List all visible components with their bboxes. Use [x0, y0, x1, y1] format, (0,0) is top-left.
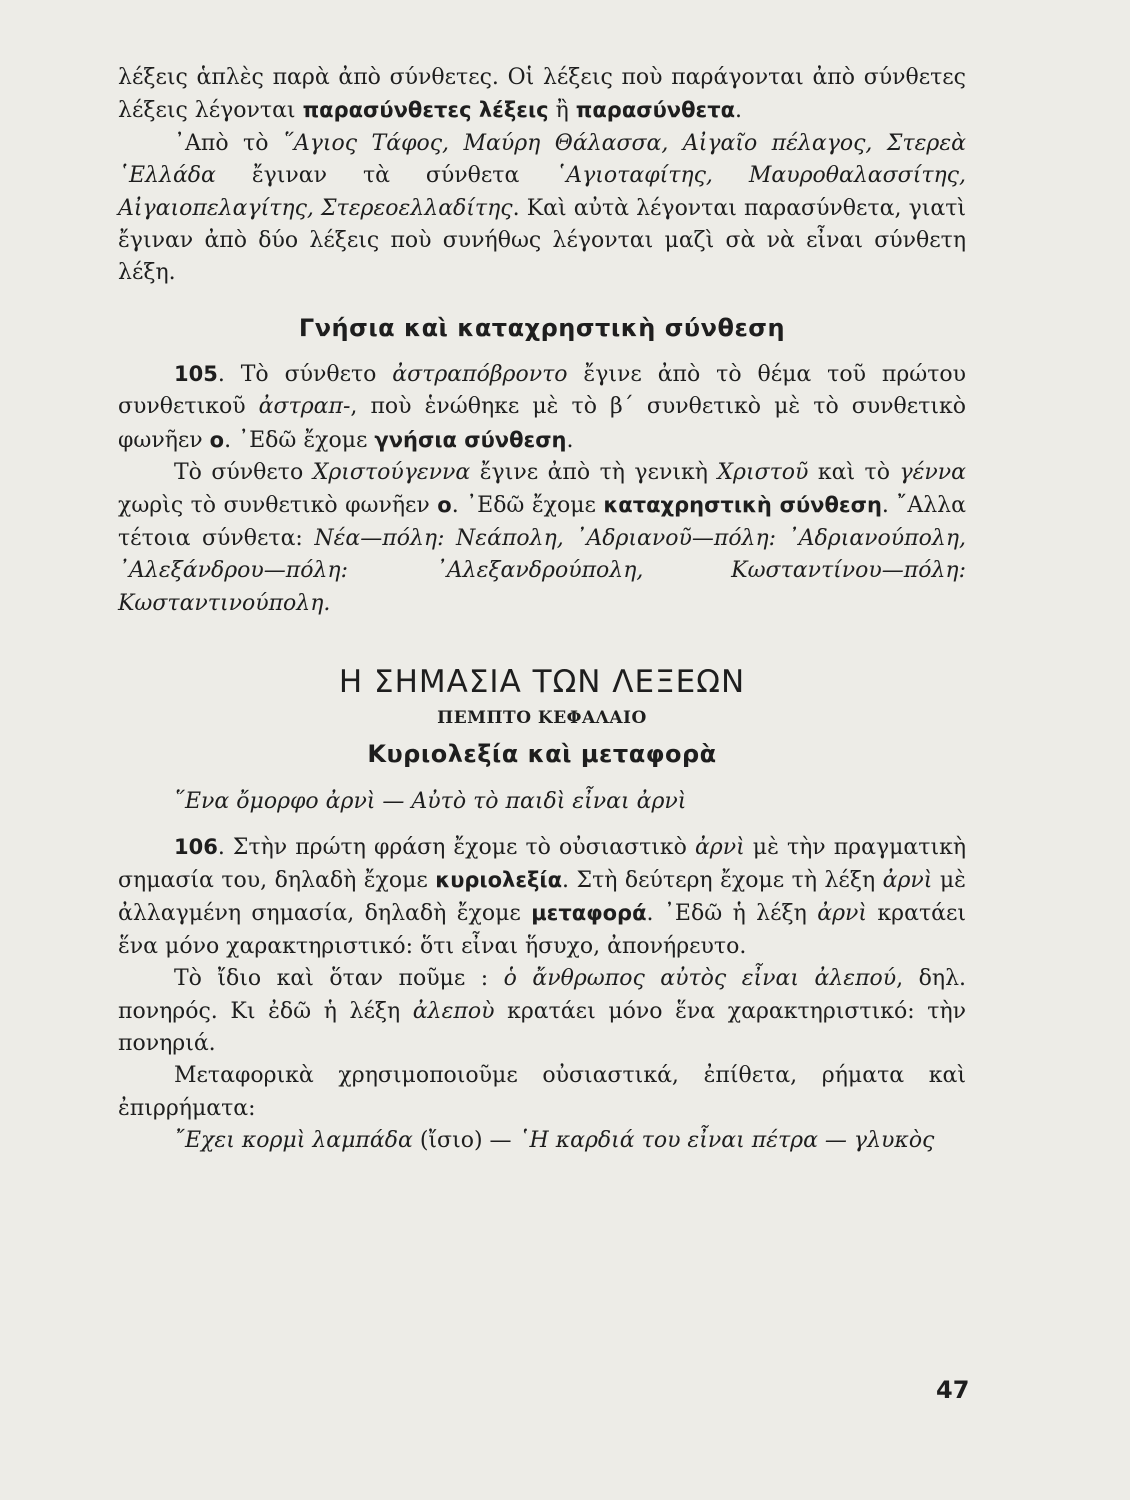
chapter-subtitle: ΠΕΜΠΤΟ ΚΕΦΑΛΑΙΟ — [437, 708, 647, 729]
paragraph-parasyntheta-examples: ᾿Απὸ τὸ ῞Αγιος Τάφος, Μαύρη Θάλασσα, Αἰγαῖο πέλαγος, Στερεὰ ῾Ελλάδα ἔγιναν τὰ σύνθετα ῾Αγιοταφίτης, Μαυροθαλασσίτης, Αἰγαιοπελαγίτης, Στερεοελλαδίτης. Καὶ αὐτὰ λέγονται παρασύνθετα, γιατὶ ἔγιναν ἀπὸ δύο λέξεις ποὺ συνήθως λέγονται μαζὶ σὰ νὰ εἶναι σύνθετη λέξη. — [118, 130, 967, 286]
section-heading-literal-metaphor: Κυριολεξία καὶ μεταφορὰ — [367, 740, 717, 769]
paragraph-105: 105. Τὸ σύνθετο ἀστραπόβροντο ἔγινε ἀπὸ τὸ θέμα τοῦ πρώτου συνθετικοῦ ἀστραπ-, ποὺ ἑνώθηκε μὲ τὸ β΄ συνθετικὸ μὲ τὸ συνθετικὸ φωνῆεν ο. ᾿Εδῶ ἔχομε γνήσια σύνθεση. — [118, 361, 966, 453]
paragraph-number: 106 — [174, 834, 218, 859]
paragraph-106-fox: Τὸ ἴδιο καὶ ὅταν ποῦμε : ὁ ἄνθρωπος αὐτὸς εἶναι ἀλεπού, δηλ. πονηρός. Κι ἐδῶ ἡ λέξη ἀλεποὺ κρατάει μόνο ἕνα χαρακτηριστικό: τὴν πονηριά. — [118, 966, 967, 1056]
example-line-candle: ῎Εχει κορμὶ λαμπάδα (ἴσιο) — ῾Η καρδιά του εἶναι πέτρα — γλυκὸς — [174, 1128, 935, 1154]
paragraph-106: 106. Στὴν πρώτη φράση ἔχομε τὸ οὐσιαστικὸ ἀρνὶ μὲ τὴν πραγματικὴ σημασία του, δηλαδὴ ἔχομε κυριολεξία. Στὴ δεύτερη ἔχομε τὴ λέξη ἀρνὶ μὲ ἀλλαγμένη σημασία, δηλαδὴ ἔχομε μεταφορά. ᾿Εδῶ ἡ λέξη ἀρνὶ κρατάει ἕνα μόνο χαρακτηριστικό: ὅτι εἶναι ἥσυχο, ἀπονήρευτο. — [118, 834, 967, 959]
paragraph-number: 105 — [174, 361, 218, 386]
paragraph-compounds-intro: λέξεις ἁπλὲς παρὰ ἀπὸ σύνθετες. Οἱ λέξεις ποὺ παράγονται ἀπὸ σύνθετες λέξεις λέγονται παρασύνθετες λέξεις ἢ παρασύνθετα. — [118, 65, 966, 124]
page-number: 47 — [936, 1376, 970, 1404]
chapter-title: Η ΣΗΜΑΣΙΑ ΤΩΝ ΛΕΞΕΩΝ — [338, 664, 746, 701]
example-line-lamb: ῞Ενα ὄμορφο ἀρνὶ — Αὐτὸ τὸ παιδὶ εἶναι ἀρνὶ — [174, 789, 687, 815]
paragraph-106-metaphorical-use: Μεταφορικὰ χρησιμοποιοῦμε οὐσιαστικά, ἐπίθετα, ρήματα καὶ ἐπιρρήματα: — [118, 1063, 966, 1121]
section-heading-genuine-compound: Γνήσια καὶ καταχρηστικὴ σύνθεση — [298, 313, 786, 342]
page-content — [118, 62, 966, 1158]
paragraph-105-continued: Τὸ σύνθετο Χριστούγεννα ἔγινε ἀπὸ τὴ γενικὴ Χριστοῦ καὶ τὸ γέννα χωρὶς τὸ συνθετικὸ φωνῆεν ο. ᾿Εδῶ ἔχομε καταχρηστικὴ σύνθεση. ῎Αλλα τέτοια σύνθετα: Νέα—πόλη: Νεάπολη, ᾿Αδριανοῦ—πόλη: ᾿Αδριανούπολη, ᾿Αλεξάνδρου—πόλη: ᾿Αλεξανδρούπολη, Κωσταντίνου—πόλη: Κωσταντινούπολη. — [118, 460, 966, 616]
